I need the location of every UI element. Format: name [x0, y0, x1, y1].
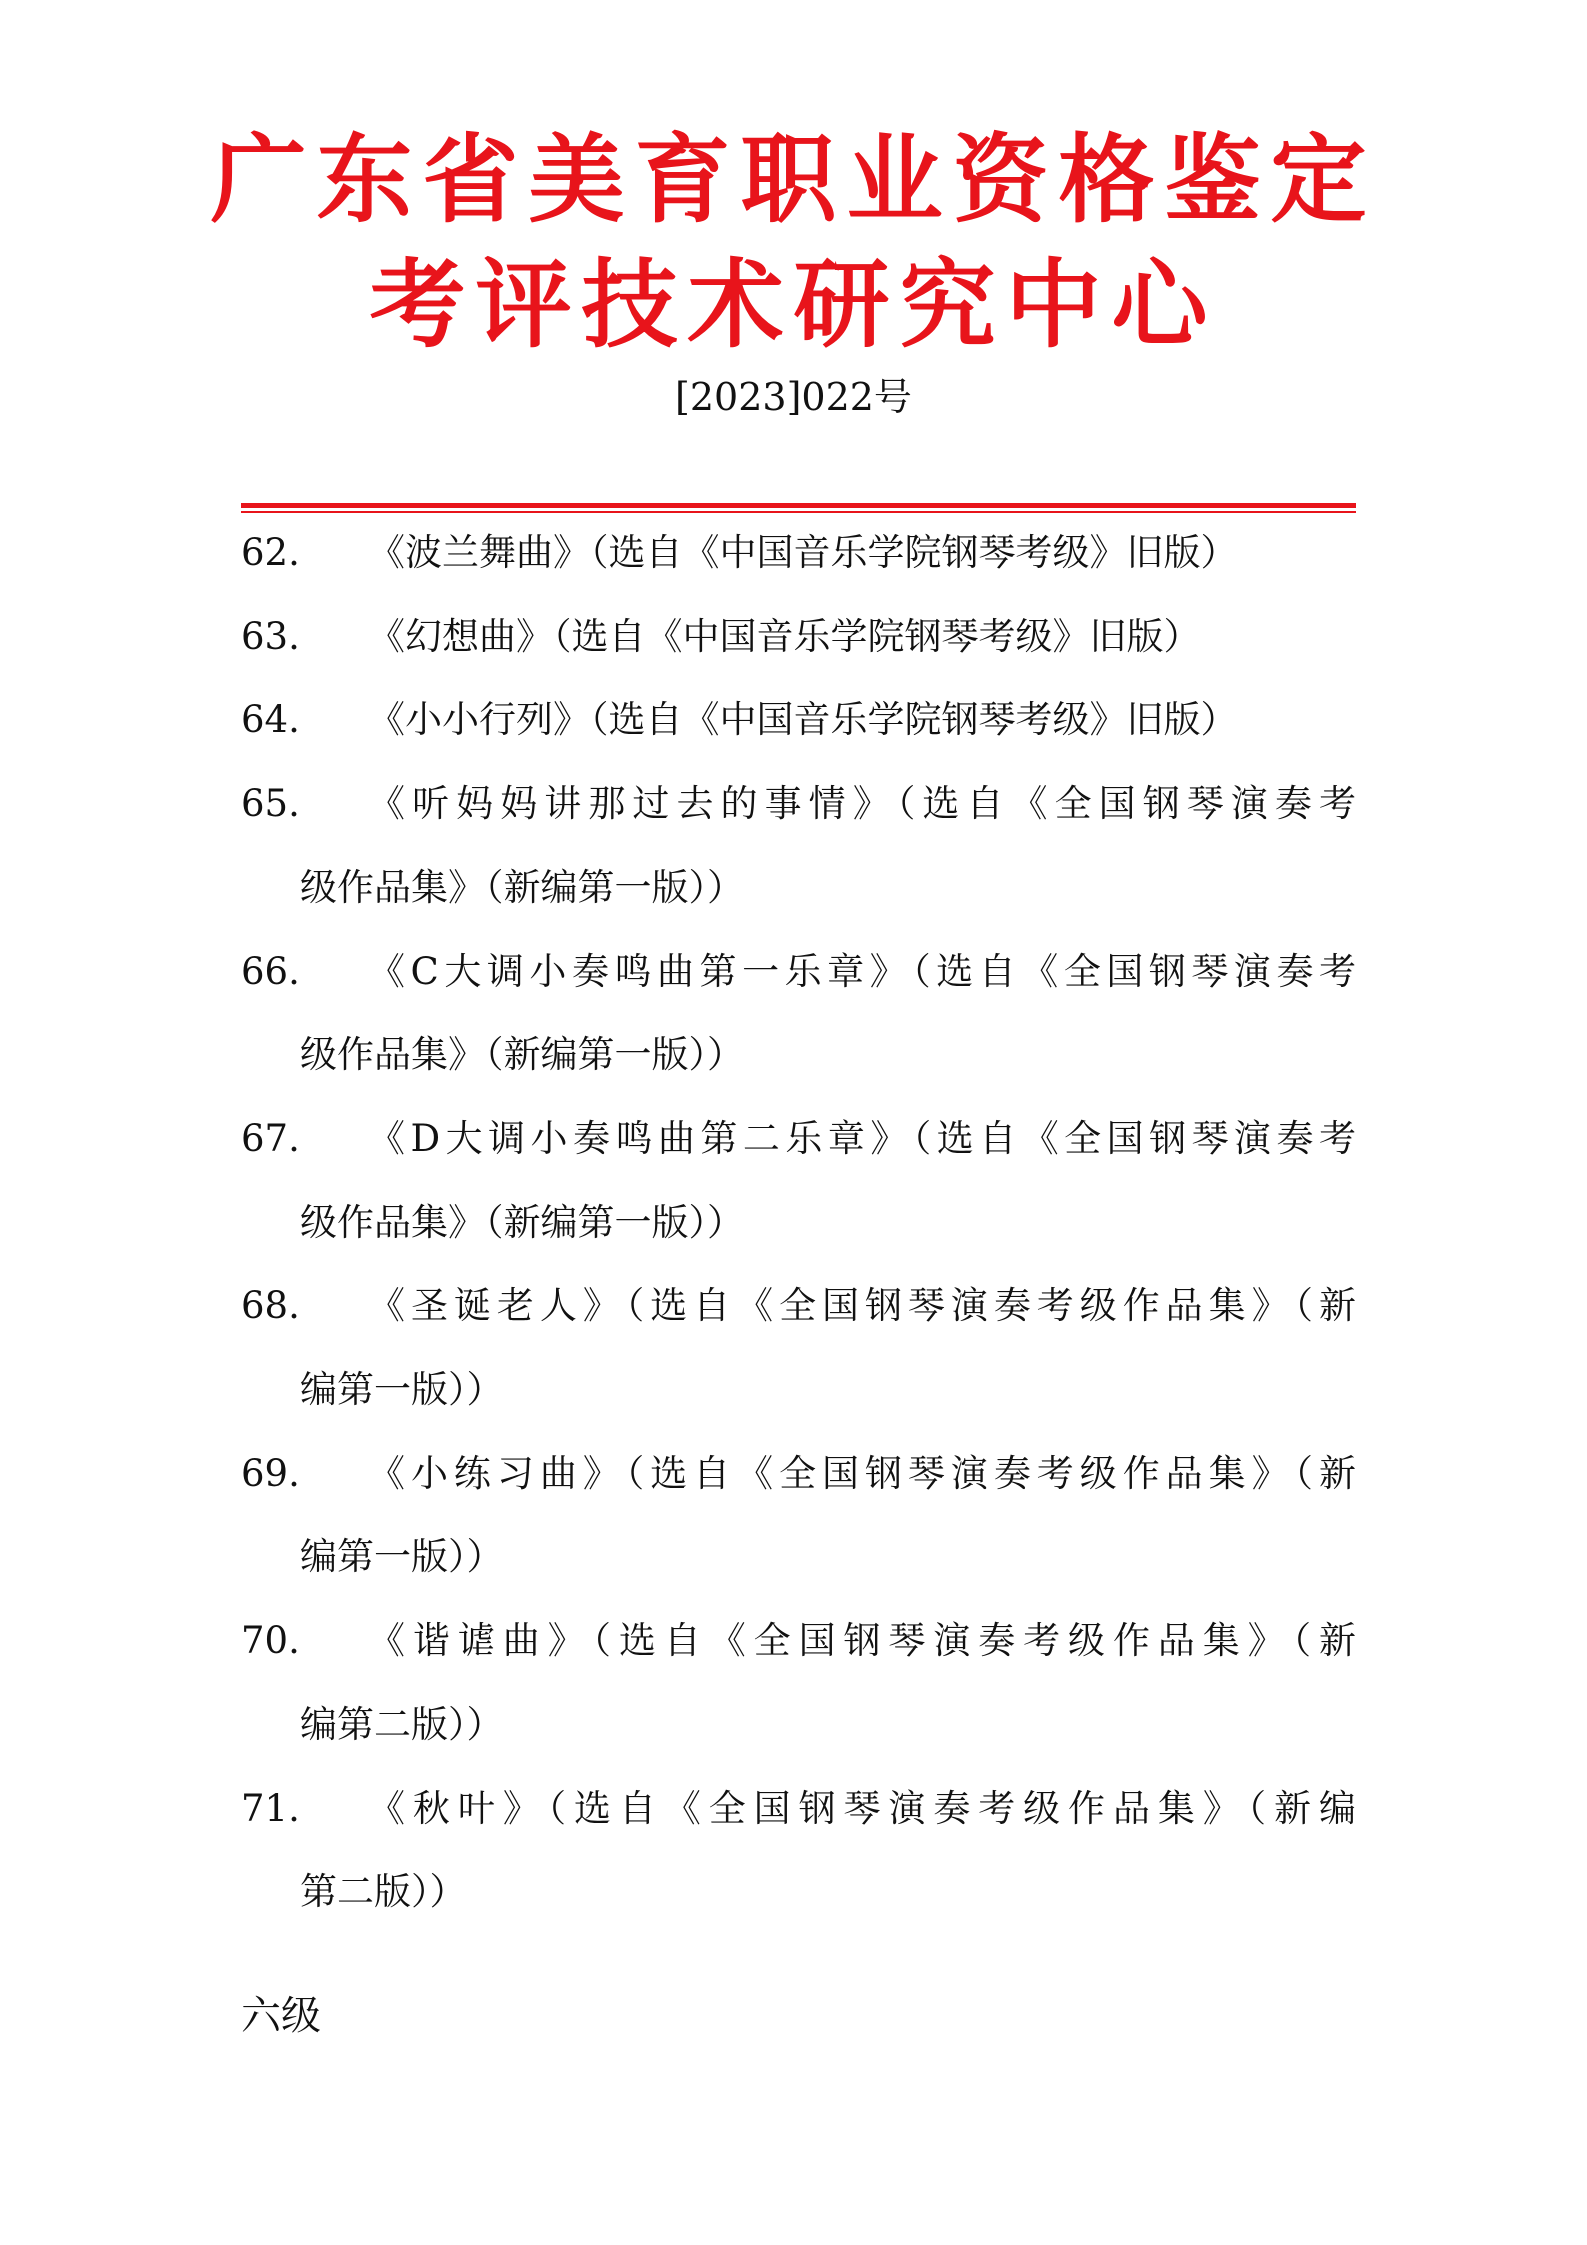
- list-item-text: 编第二版））: [300, 1702, 504, 1746]
- header-rule-thin: [241, 511, 1356, 513]
- list-item-text: 编第一版））: [300, 1535, 504, 1579]
- list-item-text: 《秋叶》（选自《全国钢琴演奏考级作品集》（新编: [368, 1786, 1356, 1830]
- list-item-text: 《C大调小奏鸣曲第一乐章》（选自《全国钢琴演奏考: [368, 949, 1356, 993]
- section-heading: 六级: [241, 1993, 321, 2039]
- list-item-number: 66.: [241, 949, 300, 993]
- list-item-text: 级作品集》（新编第一版））: [300, 865, 744, 909]
- list-item-text: 《小小行列》（选自《中国音乐学院钢琴考级》旧版）: [368, 698, 1238, 742]
- list-item-text: 编第一版））: [300, 1368, 504, 1411]
- list-item-number: 67.: [241, 1116, 300, 1160]
- list-item-number: 70.: [241, 1619, 300, 1663]
- list-item-text: 《谐谑曲》（选自《全国钢琴演奏考级作品集》（新: [368, 1619, 1356, 1663]
- list-item-text: 级作品集》（新编第一版））: [300, 1200, 744, 1244]
- list-item-number: 64.: [241, 698, 300, 742]
- list-item-number: 71.: [241, 1786, 300, 1830]
- header-title-line1: 广东省美育职业资格鉴定: [210, 124, 1377, 236]
- list-item-text: 《听妈妈讲那过去的事情》（选自《全国钢琴演奏考: [368, 782, 1356, 826]
- list-item-text: 《幻想曲》（选自《中国音乐学院钢琴考级》旧版）: [368, 614, 1201, 658]
- document-number: [2023]022号: [675, 375, 912, 419]
- list-item-number: 65.: [241, 782, 300, 826]
- list-item-number: 62.: [241, 531, 300, 574]
- header-rule-thick: [241, 503, 1356, 508]
- list-item-number: 68.: [241, 1284, 300, 1328]
- header-title-line2: 考评技术研究中心: [369, 249, 1218, 361]
- list-item-text: 《小练习曲》（选自《全国钢琴演奏考级作品集》（新: [368, 1451, 1356, 1495]
- list-item-text: 第二版））: [300, 1870, 467, 1914]
- list-item-text: 《D大调小奏鸣曲第二乐章》（选自《全国钢琴演奏考: [368, 1116, 1356, 1160]
- list-item-number: 69.: [241, 1451, 300, 1495]
- list-item-text: 《波兰舞曲》（选自《中国音乐学院钢琴考级》旧版）: [368, 531, 1238, 574]
- list-item-text: 《圣诞老人》（选自《全国钢琴演奏考级作品集》（新: [368, 1284, 1356, 1328]
- list-item-text: 级作品集》（新编第一版））: [300, 1033, 744, 1077]
- list-item-number: 63.: [241, 614, 300, 658]
